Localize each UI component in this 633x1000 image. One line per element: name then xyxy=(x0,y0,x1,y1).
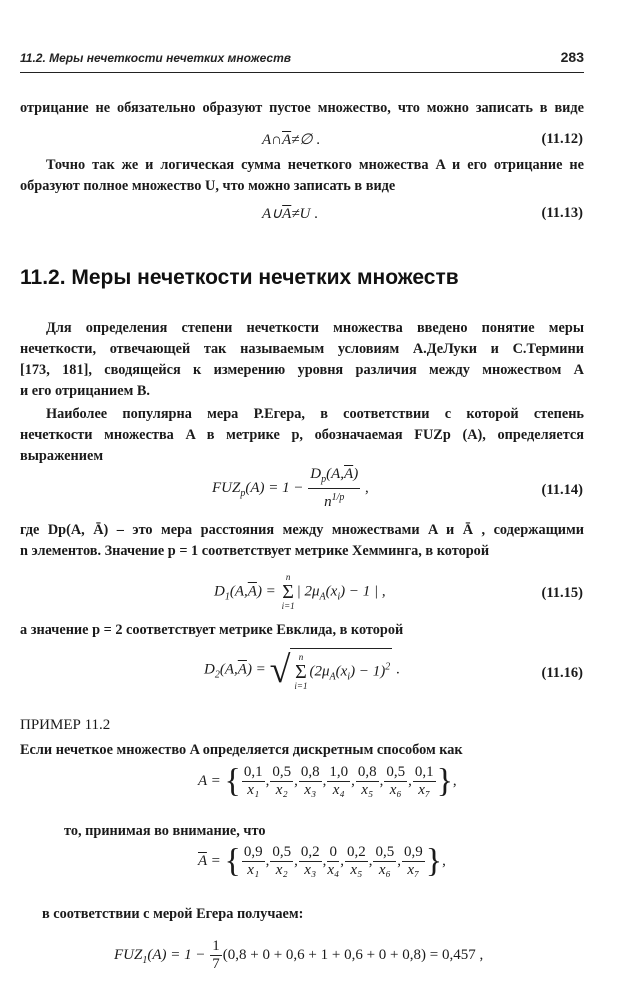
intro-line: отрицание не обязательно образуют пустое множество, что можно записать в виде xyxy=(20,100,584,116)
paragraph-line: Для определения степени нечеткости множества введено понятие меры xyxy=(46,320,584,336)
element-label: x₅ xyxy=(361,782,374,798)
paragraph-line: и его отрицанием B. xyxy=(20,383,150,399)
membership-value: 0,8 xyxy=(357,764,377,780)
element-label: x₂ xyxy=(275,782,288,798)
equation-number-11-12: (11.12) xyxy=(541,131,583,147)
element-label: x₆ xyxy=(389,782,402,798)
element-label: x₂ xyxy=(275,862,288,878)
set-A-formula: A = { $\frac{0,1}{\text{x₁}}$ , $\frac{0,5}{\text{x₂}}$ , $\frac{0,8}{\text{x₃}}$ , $\frac{1,0}{\text{x₄}}$ , $\frac{0,8}{\text{x₅}}$ , $\frac{0,5}{\text{x₆}}$ , $\frac{0,1}{\text{x₇}}$ }, xyxy=(198,762,457,800)
membership-value: 0,5 xyxy=(272,764,292,780)
element-label: x₁ xyxy=(247,862,260,878)
paragraph-line: то, принимая во внимание, что xyxy=(64,823,266,839)
example-title: ПРИМЕР 11.2 xyxy=(20,717,111,733)
result-expression: (0,8 + 0 + 0,6 + 1 + 0,6 + 0 + 0,8) = 0,457 , xyxy=(222,946,484,963)
membership-value: 0,9 xyxy=(403,844,423,860)
membership-value: 0,2 xyxy=(300,844,320,860)
membership-value: 0,5 xyxy=(386,764,406,780)
paragraph-line: где Dp(A, Ā) – это мера расстояния между множествами A и Ā , содержащими xyxy=(20,522,584,538)
element-label: x₃ xyxy=(304,782,317,798)
set-element-fraction xyxy=(402,844,425,879)
section-title: 11.2. Меры нечеткости нечетких множеств xyxy=(20,266,459,289)
set-element-fraction xyxy=(413,764,436,799)
equation-11-13: $A\cup\overline{A}\ne U$ . xyxy=(262,206,318,222)
element-label: x₄ xyxy=(327,862,340,878)
set-element-fraction xyxy=(242,764,265,799)
paragraph-line: образуют полное множество U, что можно записать в виде xyxy=(20,178,396,194)
equation-11-14: $FUZ_p(A) = 1$ − $\frac{D_p(A,\overline{A})}{n^{1/p}}$ , xyxy=(212,466,369,510)
set-element-fraction xyxy=(373,844,396,879)
set-element-fraction xyxy=(327,844,339,879)
equation-number-11-14: (11.14) xyxy=(541,482,583,498)
equation-11-12: $A\cap\overline{A}\ne\emptyset$ . xyxy=(262,132,320,148)
element-label: x₇ xyxy=(418,782,431,798)
element-label: x₇ xyxy=(407,862,420,878)
membership-value: 0,9 xyxy=(243,844,263,860)
set-element-fraction xyxy=(242,844,265,879)
equation-11-16: $D_2(A,\overline{A})$ = √ n Σ i=1 $(2\mu_A(x_i) - 1)^2$ . xyxy=(204,649,400,691)
element-label: x₁ xyxy=(247,782,260,798)
paragraph-line: нечеткости, отвечающей так называемым условиям А.ДеЛуки и С.Термини xyxy=(20,341,584,357)
membership-value: 0,1 xyxy=(414,764,434,780)
result-formula: $FUZ_1(A) = 1$ − $\frac{1}{7}$ (0,8 + 0 + 0,6 + 1 + 0,6 + 0 + 0,8) = 0,457 , xyxy=(114,938,484,972)
set-element-fraction xyxy=(299,764,322,799)
membership-value: 1,0 xyxy=(329,764,349,780)
paragraph-line: выражением xyxy=(20,448,104,464)
element-label: x₃ xyxy=(304,862,317,878)
paragraph-line: нечеткости множества A в метрике p, обозначаемая FUZp (A), определяется xyxy=(20,427,584,443)
running-header xyxy=(20,48,584,73)
membership-value: 0,8 xyxy=(300,764,320,780)
membership-value: 0 xyxy=(327,844,339,862)
set-element-fraction xyxy=(299,844,322,879)
paragraph-line: а значение p = 2 соответствует метрике Евклида, в которой xyxy=(20,622,404,638)
paragraph-line: Если нечеткое множество A определяется дискретным способом как xyxy=(20,742,463,758)
equation-number-11-15: (11.15) xyxy=(541,585,583,601)
set-element-fraction xyxy=(327,764,350,799)
set-element-fraction xyxy=(384,764,407,799)
set-element-fraction xyxy=(345,844,368,879)
paragraph-line: в соответствии с мерой Егера получаем: xyxy=(42,906,304,922)
running-title: 11.2. Меры нечеткости нечетких множеств xyxy=(20,51,292,65)
membership-value: 0,5 xyxy=(272,844,292,860)
paragraph-line: [173, 181], сводящейся к измерению уровня различия между множеством A xyxy=(20,362,584,378)
membership-value: 0,2 xyxy=(346,844,366,860)
set-element-fraction xyxy=(270,844,293,879)
set-element-fraction xyxy=(356,764,379,799)
membership-value: 0,1 xyxy=(243,764,263,780)
element-label: x₅ xyxy=(350,862,363,878)
page-number: 283 xyxy=(560,49,584,65)
equation-11-15: $D_1(A,\overline{A})$ = n Σ i=1 | $2\mu_A(x_i) - 1$ | , xyxy=(214,572,386,611)
equation-number-11-16: (11.16) xyxy=(541,665,583,681)
paragraph-line: Точно так же и логическая сумма нечеткого множества A и его отрицание не xyxy=(46,157,584,173)
equation-number-11-13: (11.13) xyxy=(541,205,583,221)
set-notA-formula: $\overline{A}$ = { $\frac{0,9}{\text{x₁}}$ , $\frac{0,5}{\text{x₂}}$ , $\frac{0,2}{\text{x₃}}$ , $\frac{0}{\text{x₄}}$ , $\frac{0,2}{\text{x₅}}$ , $\frac{0,5}{\text{x₆}}$ , $\frac{0,9}{\text{x₇}}$ }, xyxy=(198,842,446,880)
element-label: x₆ xyxy=(378,862,391,878)
set-element-fraction xyxy=(270,764,293,799)
element-label: x₄ xyxy=(332,782,345,798)
paragraph-line: n элементов. Значение p = 1 соответствует метрике Хемминга, в которой xyxy=(20,543,490,559)
paragraph-line: Наиболее популярна мера Р.Егера, в соответствии с которой степень xyxy=(46,406,584,422)
membership-value: 0,5 xyxy=(375,844,395,860)
